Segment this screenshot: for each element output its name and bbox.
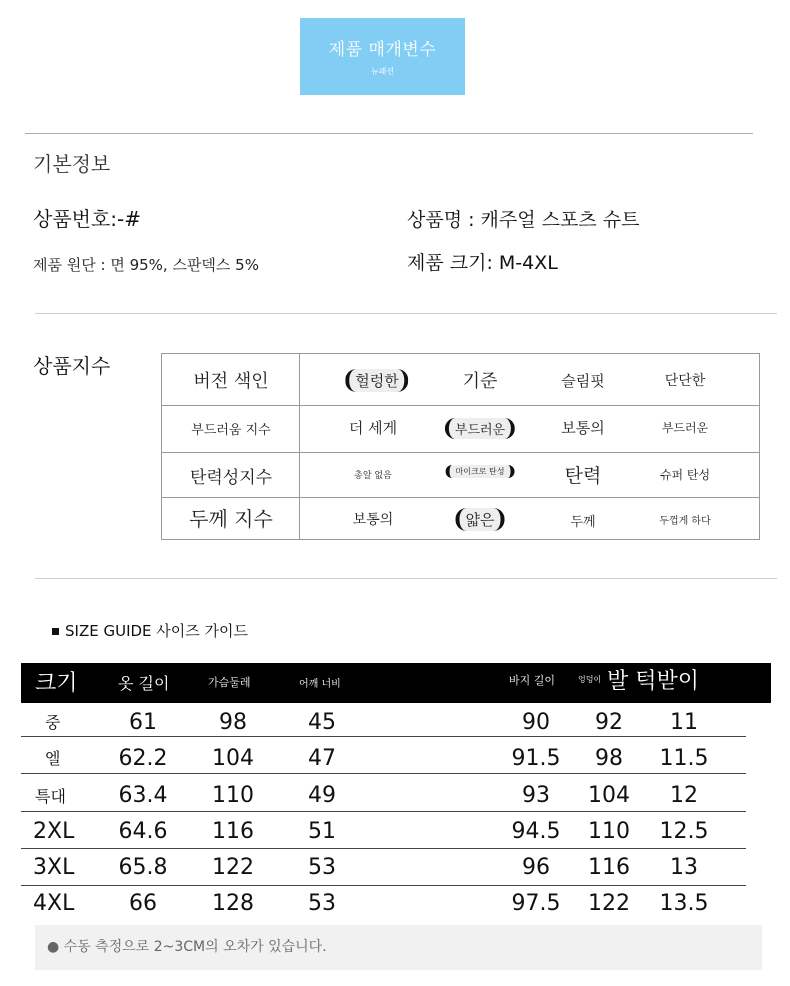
size-name: 3XL xyxy=(33,855,75,880)
cell-foot: 11.5 xyxy=(659,746,709,771)
header-chest: 가슴둘레 xyxy=(208,676,251,689)
index-option xyxy=(445,418,515,439)
row-divider xyxy=(21,736,746,737)
product-index-table xyxy=(161,353,760,540)
cell-pants-length: 94.5 xyxy=(511,819,561,844)
index-option: 부드러운 xyxy=(661,421,709,435)
index-row-label: 버전 색인 xyxy=(193,371,269,392)
index-option: 두껍게 하다 xyxy=(659,516,711,527)
product-fabric: 제품 원단 : 면 95%, 스판덱스 5% xyxy=(33,256,259,274)
cell-length: 65.8 xyxy=(118,855,168,880)
cell-hip: 122 xyxy=(588,891,630,916)
cell-shoulder: 53 xyxy=(308,855,336,880)
size-name: 특대 xyxy=(35,787,66,806)
index-option: 탄력 xyxy=(564,465,602,487)
cell-hip: 92 xyxy=(595,710,623,735)
cell-length: 64.6 xyxy=(118,819,168,844)
index-option xyxy=(446,465,515,478)
measurement-note-box xyxy=(35,925,762,970)
cell-shoulder: 51 xyxy=(308,819,336,844)
cell-pants-length: 96 xyxy=(522,855,550,880)
cell-hip: 116 xyxy=(588,855,630,880)
index-option: 보통의 xyxy=(352,512,394,528)
selected-option: 얇은 xyxy=(456,508,505,531)
product-index-heading: 상품지수 xyxy=(33,354,111,378)
index-row-label: 부드러움 지수 xyxy=(191,423,271,438)
selected-option: 마이크로 탄성 xyxy=(446,465,515,478)
cell-chest: 110 xyxy=(212,783,254,808)
cell-length: 62.2 xyxy=(118,746,168,771)
header-shoulder: 어깨 너비 xyxy=(299,679,341,690)
index-row-label: 두께 지수 xyxy=(189,507,273,531)
row-divider xyxy=(21,811,746,812)
table-divider xyxy=(162,405,759,406)
size-guide-title xyxy=(52,620,248,641)
table-divider xyxy=(162,452,759,453)
size-name: 중 xyxy=(45,713,61,732)
cell-chest: 98 xyxy=(219,710,247,735)
product-size: 제품 크기: M-4XL xyxy=(407,252,558,274)
cell-hip: 110 xyxy=(588,819,630,844)
row-divider xyxy=(21,773,746,774)
index-option xyxy=(345,369,408,392)
size-name: 2XL xyxy=(33,819,75,844)
cell-length: 63.4 xyxy=(118,783,168,808)
banner-subtitle: 뉴패션 xyxy=(370,67,395,76)
banner-title: 제품 매개변수 xyxy=(328,40,437,60)
measurement-note: ● 수동 측정으로 2~3CM의 오차가 있습니다. xyxy=(47,939,327,955)
cell-foot: 12.5 xyxy=(659,819,709,844)
index-option: 단단한 xyxy=(664,373,706,389)
cell-chest: 104 xyxy=(212,746,254,771)
product-params-banner xyxy=(300,18,465,95)
cell-foot: 13 xyxy=(670,855,698,880)
cell-length: 61 xyxy=(129,710,157,735)
cell-chest: 116 xyxy=(212,819,254,844)
index-option: 슈퍼 탄성 xyxy=(659,468,711,482)
size-name: 엘 xyxy=(45,749,61,768)
index-option: 총알 없음 xyxy=(354,471,392,481)
row-divider xyxy=(21,885,746,886)
cell-pants-length: 91.5 xyxy=(511,746,561,771)
cell-pants-length: 93 xyxy=(522,783,550,808)
cell-pants-length: 97.5 xyxy=(511,891,561,916)
cell-length: 66 xyxy=(129,891,157,916)
cell-chest: 122 xyxy=(212,855,254,880)
header-size: 크기 xyxy=(35,671,78,696)
cell-hip: 98 xyxy=(595,746,623,771)
header-pants-length: 바지 길이 xyxy=(509,674,556,687)
product-number: 상품번호:-# xyxy=(33,207,141,231)
cell-foot: 12 xyxy=(670,783,698,808)
header-foot: 발 턱받이 xyxy=(607,669,700,694)
index-option: 두께 xyxy=(570,515,596,530)
cell-shoulder: 49 xyxy=(308,783,336,808)
cell-chest: 128 xyxy=(212,891,254,916)
selected-option: 헐렁한 xyxy=(345,369,408,392)
index-option: 기준 xyxy=(462,371,498,392)
cell-pants-length: 90 xyxy=(522,710,550,735)
cell-shoulder: 53 xyxy=(308,891,336,916)
index-row-label: 탄력성지수 xyxy=(189,468,273,488)
basic-info-heading: 기본정보 xyxy=(33,152,111,176)
divider xyxy=(35,313,777,314)
header-length: 옷 길이 xyxy=(118,674,170,693)
cell-foot: 11 xyxy=(670,710,698,735)
square-bullet-icon xyxy=(52,628,59,635)
index-option: 보통의 xyxy=(561,419,605,437)
product-name: 상품명 : 캐주얼 스포츠 슈트 xyxy=(407,209,640,231)
index-option: 더 세게 xyxy=(348,419,398,437)
cell-shoulder: 45 xyxy=(308,710,336,735)
size-guide-title-text: SIZE GUIDE 사이즈 가이드 xyxy=(65,622,248,640)
selected-option: 부드러운 xyxy=(445,418,515,439)
size-table-header xyxy=(21,663,771,703)
index-option xyxy=(456,508,505,531)
row-divider xyxy=(21,848,746,849)
table-divider xyxy=(162,497,759,498)
header-hip: 엉덩이 xyxy=(578,675,602,684)
cell-hip: 104 xyxy=(588,783,630,808)
cell-shoulder: 47 xyxy=(308,746,336,771)
table-divider xyxy=(299,354,300,539)
cell-foot: 13.5 xyxy=(659,891,709,916)
size-name: 4XL xyxy=(33,891,75,916)
divider xyxy=(25,133,753,134)
divider xyxy=(35,578,777,579)
index-option: 슬림핏 xyxy=(561,372,605,390)
